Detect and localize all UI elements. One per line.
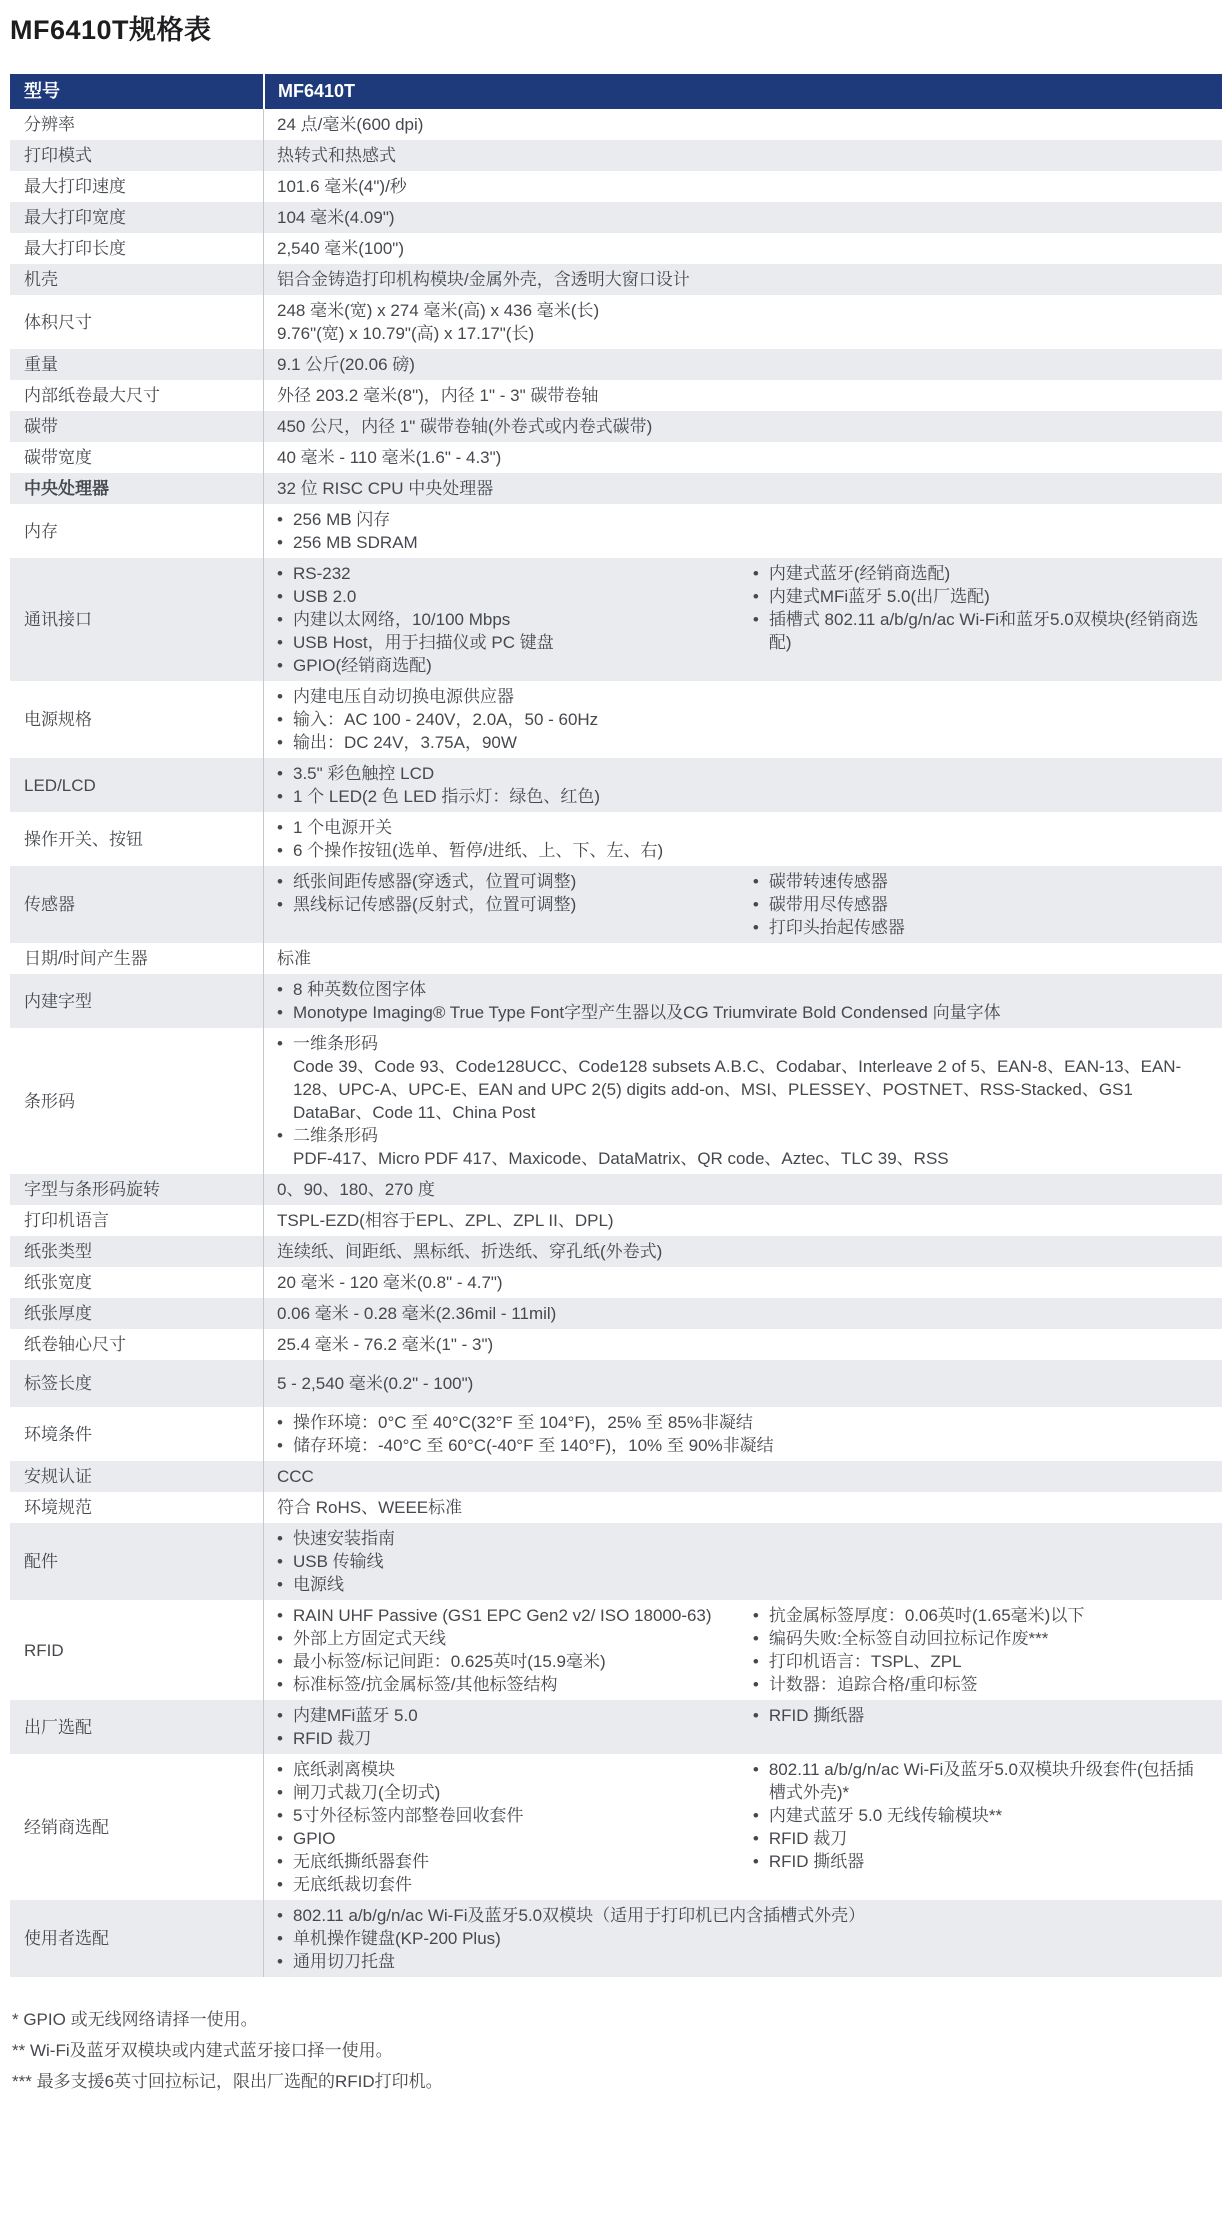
bullet-item: • 无底纸裁切套件 [277, 1875, 412, 1894]
footnotes [10, 2004, 1222, 2097]
bullet-item: • GPIO(经销商选配) [277, 656, 432, 675]
row-value [263, 504, 1222, 558]
row-label: 安规认证 [24, 1467, 92, 1486]
bullet-item: • RFID 撕纸器 [752, 1706, 865, 1725]
bullet-item: • 内建式蓝牙(经销商选配) [752, 564, 951, 583]
table-row [10, 681, 1222, 758]
row-value: 40 毫米 - 110 毫米(1.6" - 4.3") [263, 442, 1222, 473]
table-row [10, 264, 1222, 295]
bullet-item: • 快速安装指南 [277, 1529, 395, 1548]
table-row [10, 1205, 1222, 1236]
table-row [10, 558, 1222, 681]
row-label: 操作开关、按钮 [24, 829, 143, 849]
bullet-item: • 计数器：追踪合格/重印标签 [752, 1675, 978, 1694]
row-value [263, 812, 1222, 866]
row-label: 最大打印宽度 [24, 208, 126, 227]
row-label: RFID [24, 1640, 64, 1660]
bullet-item: • 碳带转速传感器 [752, 872, 888, 891]
bullet-item: • 内建以太网络，10/100 Mbps [277, 610, 511, 629]
bullet-item: • 1 个 LED(2 色 LED 指示灯：绿色、红色) [277, 787, 600, 806]
row-label: 内建字型 [24, 991, 92, 1011]
table-row [10, 1523, 1222, 1600]
table-row [10, 295, 1222, 349]
row-label: 重量 [24, 355, 58, 374]
row-label: 传感器 [24, 895, 75, 914]
header-label: 型号 [24, 81, 60, 101]
bullet-item: • 802.11 a/b/g/n/ac Wi-Fi及蓝牙5.0双模块（适用于打印机已内含插槽式外壳） [277, 1906, 866, 1925]
row-value: 9.1 公斤(20.06 磅) [263, 349, 1222, 380]
row-value: 符合 RoHS、WEEE标准 [263, 1492, 1222, 1523]
bullet-item: • 抗金属标签厚度：0.06英吋(1.65毫米)以下 [752, 1606, 1085, 1625]
table-row [10, 1407, 1222, 1461]
row-label: 碳带宽度 [24, 448, 92, 467]
bullet-item: • 通用切刀托盘 [277, 1952, 395, 1971]
row-value [263, 866, 1222, 943]
row-value [263, 1600, 1222, 1700]
row-value: 104 毫米(4.09") [263, 202, 1222, 233]
table-row [10, 171, 1222, 202]
row-label: 环境规范 [24, 1498, 92, 1517]
bullet-item: • 最小标签/标记间距：0.625英吋(15.9毫米) [277, 1652, 606, 1671]
bullet-item: • GPIO [277, 1829, 336, 1848]
row-label: 打印模式 [24, 146, 92, 165]
bullet-item: • 内建电压自动切换电源供应器 [277, 687, 514, 706]
row-label: LED/LCD [24, 775, 96, 795]
bullet-item: • 6 个操作按钮(选单、暂停/进纸、上、下、左、右) [277, 841, 664, 860]
row-value: 20 毫米 - 120 毫米(0.8" - 4.7") [263, 1267, 1222, 1298]
bullet-item: • 打印机语言：TSPL、ZPL [752, 1652, 962, 1671]
row-value: 外径 203.2 毫米(8")，内径 1" - 3" 碳带卷轴 [263, 380, 1222, 411]
row-label: 中央处理器 [24, 479, 109, 498]
bullet-item: • 纸张间距传感器(穿透式，位置可调整) [277, 872, 577, 891]
table-row [10, 1236, 1222, 1267]
row-label: 出厂选配 [24, 1717, 92, 1737]
bullet-item: • 256 MB 闪存 [277, 510, 391, 529]
bullet-item: • 3.5" 彩色触控 LCD [277, 764, 435, 783]
bullet-item: • 一维条形码 [277, 1034, 378, 1053]
bullet-item: • USB 传输线 [277, 1552, 384, 1571]
row-label: 纸卷轴心尺寸 [24, 1335, 126, 1354]
row-value: 0、90、180、270 度 [263, 1174, 1222, 1205]
row-value [263, 558, 1222, 681]
row-value: 热转式和热感式 [263, 140, 1222, 171]
row-label: 最大打印长度 [24, 239, 126, 258]
table-row [10, 1329, 1222, 1360]
table-row [10, 504, 1222, 558]
bullet-item: • 插槽式 802.11 a/b/g/n/ac Wi-Fi和蓝牙5.0双模块(经销商选配) [752, 610, 1199, 652]
bullet-item: • 二维条形码 [277, 1126, 378, 1145]
table-row [10, 758, 1222, 812]
row-value: 0.06 毫米 - 0.28 毫米(2.36mil - 11mil) [263, 1298, 1222, 1329]
row-value [263, 1754, 1222, 1900]
table-row [10, 943, 1222, 974]
spec-table [10, 74, 1222, 1977]
table-row [10, 1174, 1222, 1205]
row-label: 打印机语言 [24, 1211, 109, 1230]
bullet-item: • RAIN UHF Passive (GS1 EPC Gen2 v2/ ISO 18000-63) [277, 1606, 712, 1625]
row-label: 最大打印速度 [24, 177, 126, 196]
table-row [10, 1700, 1222, 1754]
row-label: 环境条件 [24, 1424, 92, 1444]
bullet-item: • RFID 裁刀 [752, 1829, 848, 1848]
row-value: 25.4 毫米 - 76.2 毫米(1" - 3") [263, 1329, 1222, 1360]
bullet-item: • 标准标签/抗金属标签/其他标签结构 [277, 1675, 558, 1694]
table-row [10, 109, 1222, 140]
spec-table-body [10, 109, 1222, 1977]
bullet-item: • RS-232 [277, 564, 351, 583]
table-row [10, 1267, 1222, 1298]
bullet-item: • USB 2.0 [277, 587, 357, 606]
bullet-item: • 闸刀式裁刀(全切式) [277, 1783, 441, 1802]
row-label: 配件 [24, 1552, 58, 1571]
bullet-item: • 无底纸撕纸器套件 [277, 1852, 429, 1871]
row-value [263, 1407, 1222, 1461]
row-value [263, 1523, 1222, 1600]
bullet-item: • 输出：DC 24V，3.75A，90W [277, 733, 517, 752]
table-row [10, 1754, 1222, 1900]
bullet-item: • 操作环境：0°C 至 40°C(32°F 至 104°F)，25% 至 85%非凝结 [277, 1413, 753, 1432]
row-value [263, 974, 1222, 1028]
bullet-item: • 1 个电源开关 [277, 818, 393, 837]
table-row [10, 411, 1222, 442]
page-title: MF6410T规格表 [10, 15, 212, 45]
row-value: 标准 [263, 943, 1222, 974]
row-label: 电源规格 [24, 710, 92, 729]
table-row [10, 1600, 1222, 1700]
bullet-item: • 5寸外径标签内部整卷回收套件 [277, 1806, 524, 1825]
row-value: 450 公尺，内径 1" 碳带卷轴(外卷式或内卷式碳带) [263, 411, 1222, 442]
row-label: 使用者选配 [24, 1929, 109, 1948]
bullet-item: • 储存环境：-40°C 至 60°C(-40°F 至 140°F)，10% 至 90%非凝结 [277, 1436, 774, 1455]
row-label: 分辨率 [24, 115, 75, 134]
table-row [10, 974, 1222, 1028]
bullet-item: • 单机操作键盘(KP-200 Plus) [277, 1929, 501, 1948]
row-label: 通讯接口 [24, 610, 92, 629]
bullet-item: • Monotype Imaging® True Type Font字型产生器以及CG Triumvirate Bold Condensed 向量字体 [277, 1003, 1001, 1022]
row-label: 经销商选配 [24, 1817, 109, 1837]
bullet-item: • 底纸剥离模块 [277, 1760, 395, 1779]
bullet-item: • 打印头抬起传感器 [752, 918, 905, 937]
row-value: 32 位 RISC CPU 中央处理器 [263, 473, 1222, 504]
bullet-item: • 黑线标记传感器(反射式，位置可调整) [277, 895, 577, 914]
table-row [10, 1492, 1222, 1523]
bullet-item: • 内建式蓝牙 5.0 无线传输模块** [752, 1806, 1003, 1825]
row-value: CCC [263, 1461, 1222, 1492]
row-value: TSPL-EZD(相容于EPL、ZPL、ZPL II、DPL) [263, 1205, 1222, 1236]
table-row [10, 140, 1222, 171]
row-value: 连续纸、间距纸、黑标纸、折迭纸、穿孔纸(外卷式) [263, 1236, 1222, 1267]
table-row [10, 233, 1222, 264]
row-label: 内部纸卷最大尺寸 [24, 386, 160, 405]
row-label: 纸张类型 [24, 1242, 92, 1261]
bullet-item: • RFID 撕纸器 [752, 1852, 865, 1871]
bullet-item: • 输入：AC 100 - 240V，2.0A，50 - 60Hz [277, 710, 599, 729]
bullet-item: • 电源线 [277, 1575, 344, 1594]
bullet-item: • 编码失败:全标签自动回拉标记作废*** [752, 1629, 1049, 1648]
bullet-item: • 内建MFi蓝牙 5.0 [277, 1706, 418, 1725]
row-label: 纸张厚度 [24, 1304, 92, 1323]
row-label: 标签长度 [24, 1374, 92, 1393]
row-value: • 一维条形码 Code 39、Code 93、Code128UCC、Code128 subsets A.B.C、Codabar、Interleave 2 of 5、EAN-8、EAN-13、EAN-128、UPC-A、UPC-E、EAN and UPC 2(5) digits add-on、MSI、PLESSEY、POSTNET、RSS-Stacked、GS1 DataBar、Code 11、China Post • 二维条形码 PDF-417、Micro PDF 417、Maxicode、DataMatrix、QR code、Aztec、TLC 39、RSS [263, 1028, 1222, 1174]
header-value: MF6410T [263, 74, 1222, 109]
table-row [10, 1360, 1222, 1407]
table-row [10, 1298, 1222, 1329]
row-value: 2,540 毫米(100") [263, 233, 1222, 264]
bullet-item: • 外部上方固定式天线 [277, 1629, 446, 1648]
row-value [263, 1700, 1222, 1754]
footnote-line: ** Wi-Fi及蓝牙双模块或内建式蓝牙接口择一使用。 [12, 2041, 393, 2060]
table-header-row [10, 74, 1222, 109]
table-row [10, 812, 1222, 866]
bullet-item: • 碳带用尽传感器 [752, 895, 888, 914]
row-label: 机壳 [24, 270, 58, 289]
row-label: 内存 [24, 521, 58, 541]
row-value: 5 - 2,540 毫米(0.2" - 100") [263, 1360, 1222, 1407]
bullet-item: • 256 MB SDRAM [277, 533, 418, 552]
table-row [10, 442, 1222, 473]
row-label: 碳带 [24, 417, 58, 436]
row-label: 纸张宽度 [24, 1273, 92, 1292]
bullet-item: • 8 种英数位图字体 [277, 980, 427, 999]
row-value: 铝合金铸造打印机构模块/金属外壳，含透明大窗口设计 [263, 264, 1222, 295]
bullet-item: • 802.11 a/b/g/n/ac Wi-Fi及蓝牙5.0双模块升级套件(包括插槽式外壳)* [752, 1760, 1194, 1802]
table-row [10, 349, 1222, 380]
table-row [10, 1461, 1222, 1492]
row-value: 101.6 毫米(4")/秒 [263, 171, 1222, 202]
bullet-item: • USB Host，用于扫描仪或 PC 键盘 [277, 633, 554, 652]
row-label: 体积尺寸 [24, 312, 92, 332]
row-value: 24 点/毫米(600 dpi) [263, 109, 1222, 140]
table-row [10, 1028, 1222, 1174]
row-value [263, 1900, 1222, 1977]
row-label: 条形码 [24, 1091, 75, 1111]
table-row [10, 866, 1222, 943]
row-label: 日期/时间产生器 [24, 949, 148, 968]
footnote-line: * GPIO 或无线网络请择一使用。 [12, 2010, 258, 2029]
table-row [10, 473, 1222, 504]
row-value: 248 毫米(宽) x 274 毫米(高) x 436 毫米(长) 9.76"(宽) x 10.79"(高) x 17.17"(长) [263, 295, 1222, 349]
row-value [263, 681, 1222, 758]
row-value [263, 758, 1222, 812]
bullet-item: • RFID 裁刀 [277, 1729, 372, 1748]
table-row [10, 1900, 1222, 1977]
footnote-line: *** 最多支援6英寸回拉标记，限出厂选配的RFID打印机。 [12, 2072, 443, 2091]
bullet-item: • 内建式MFi蓝牙 5.0(出厂选配) [752, 587, 990, 606]
table-row [10, 380, 1222, 411]
row-label: 字型与条形码旋转 [24, 1180, 160, 1199]
table-row [10, 202, 1222, 233]
